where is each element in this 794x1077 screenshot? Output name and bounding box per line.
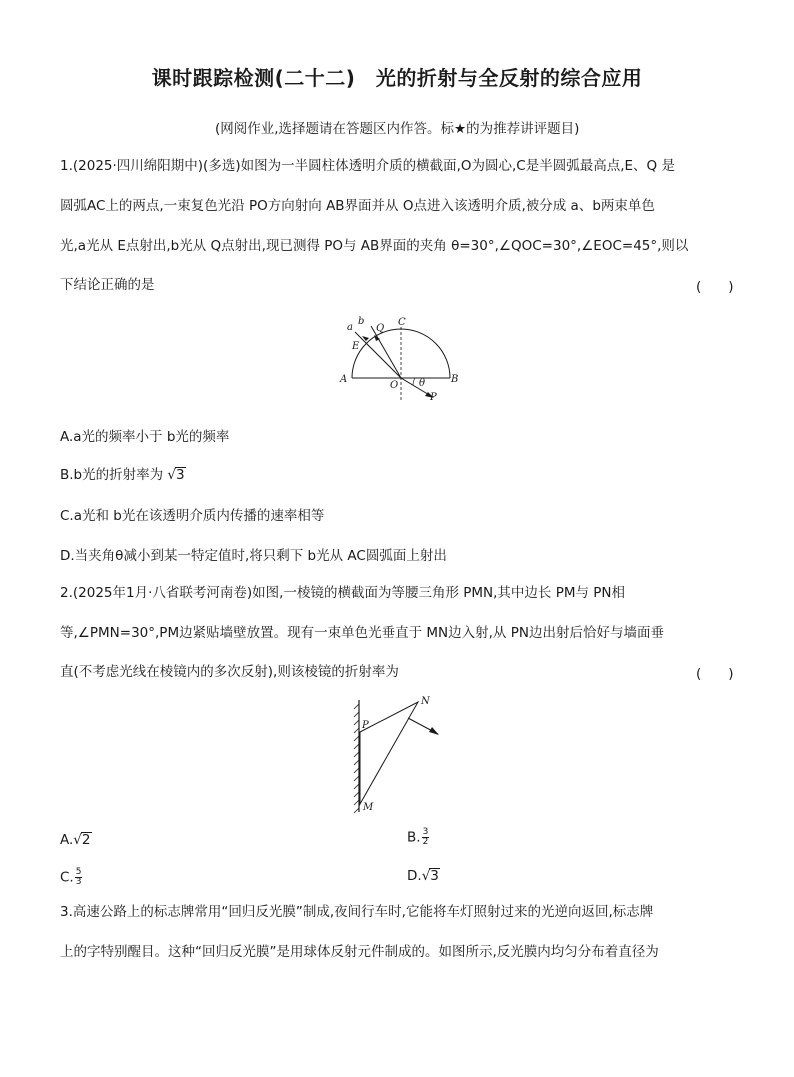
label-b: b: [358, 316, 365, 327]
incident-ray-po: [401, 378, 431, 396]
q2-prism-figure: [348, 692, 448, 818]
label-q: Q: [376, 323, 385, 334]
label-b-point: B: [451, 374, 459, 385]
label-o: O: [390, 380, 399, 391]
label-n: N: [421, 696, 430, 707]
q3-line-2: 上的字特别醒目。这种“回归反光膜”是用球体反射元件制成的。如图所示,反光膜内均匀分布着直径为: [60, 944, 659, 960]
fraction-denominator: 2: [422, 837, 429, 847]
q2-option-c-fraction: [75, 868, 83, 887]
q1-semicircle-figure: [335, 312, 465, 404]
q1-line-2: 圆弧AC上的两点,一束复色光沿 PO方向射向 AB界面并从 O点进入该透明介质,被分成 a、b两束单色: [60, 198, 655, 214]
label-c: C: [398, 317, 406, 328]
q1-answer-bracket: ( ): [696, 279, 734, 295]
q2-option-d: [407, 868, 440, 884]
q2-arrow-icon: [429, 727, 439, 735]
q1-option-a: A.a光的频率小于 b光的频率: [60, 429, 230, 445]
label-theta: θ: [419, 378, 426, 389]
q3-line-1: 3.高速公路上的标志牌常用“回归反光膜”制成,夜间行车时,它能将车灯照射过来的光逆向返回,标志牌: [60, 904, 654, 920]
q1-line-3: 光,a光从 E点射出,b光从 Q点射出,现已测得 PO与 AB界面的夹角 θ=30°,∠QOC=30°,∠EOC=45°,则以: [60, 238, 689, 254]
q2-option-d-text: D.: [407, 868, 422, 884]
page-subtitle: (网阅作业,选择题请在答题区内作答。标★的为推荐讲评题目): [215, 121, 580, 137]
fraction-numerator: 3: [422, 827, 429, 837]
q1-option-c: C.a光和 b光在该透明介质内传播的速率相等: [60, 508, 325, 524]
sqrt-symbol: √3: [167, 467, 185, 483]
q2-option-a: [60, 832, 92, 848]
q1-option-b: [60, 463, 186, 483]
q2-answer-bracket: ( ): [696, 666, 734, 682]
q1-line-4: 下结论正确的是: [60, 277, 155, 293]
q2-option-b-fraction: [422, 828, 430, 847]
label-a-point: A: [340, 374, 348, 385]
q2-line-1: 2.(2025年1月·八省联考河南卷)如图,一棱镜的横截面为等腰三角形 PMN,其中边长 PM与 PN相: [60, 585, 626, 601]
q2-line-3: 直(不考虑光线在棱镜内的多次反射),则该棱镜的折射率为: [60, 664, 399, 680]
prism-triangle: [360, 702, 418, 804]
sqrt-symbol: √2: [73, 832, 91, 848]
label-e: E: [352, 341, 360, 352]
q1-option-b-radicand: 3: [176, 467, 185, 483]
q2-option-d-radicand: 3: [430, 868, 439, 884]
q2-line-2: 等,∠PMN=30°,PM边紧贴墙壁放置。现有一束单色光垂直于 MN边入射,从 PN边出射后恰好与墙面垂: [60, 625, 664, 641]
label-p: P: [362, 720, 369, 731]
page-title: 课时跟踪检测(二十二) 光的折射与全反射的综合应用: [151, 66, 643, 90]
wall-hatching: [354, 704, 359, 813]
label-p: P: [430, 392, 437, 403]
q1-option-d: D.当夹角θ减小到某一特定值时,将只剩下 b光从 AC圆弧面上射出: [60, 548, 447, 564]
q2-option-b-text: B.: [407, 829, 421, 846]
theta-arc: [413, 378, 415, 385]
q2-option-b: [407, 828, 429, 847]
fraction-denominator: 3: [75, 877, 82, 887]
q2-option-c-text: C.: [60, 869, 74, 886]
label-m: M: [363, 802, 374, 813]
q1-line-1: 1.(2025·四川绵阳期中)(多选)如图为一半圆柱体透明介质的横截面,O为圆心,C是半圆弧最高点,E、Q 是: [60, 158, 675, 174]
q1-option-b-text: B.b光的折射率为: [60, 467, 164, 483]
q2-option-a-text: A.: [60, 832, 74, 848]
label-a: a: [347, 322, 353, 333]
q2-option-a-radicand: 2: [81, 832, 91, 848]
fraction-numerator: 5: [75, 867, 82, 877]
sqrt-symbol: √3: [421, 868, 439, 884]
q2-option-c: [60, 868, 82, 887]
